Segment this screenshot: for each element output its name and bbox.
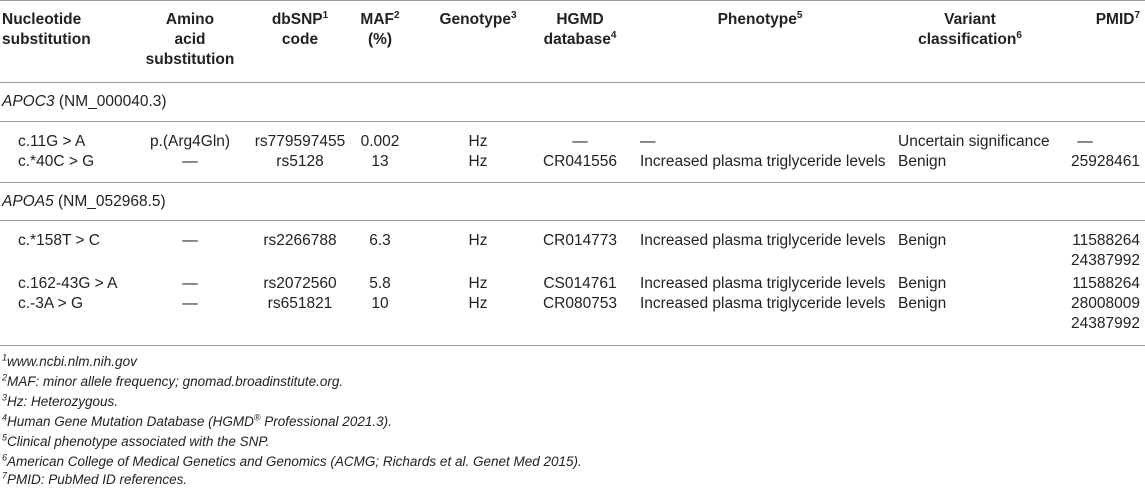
cell-pmid-secondary: 24387992	[1071, 315, 1140, 332]
cell-classification: Benign	[898, 275, 947, 292]
cell-phenotype: Increased plasma triglyceride levels	[640, 232, 886, 249]
header-hgmd: HGMD database$^4$	[543, 11, 617, 48]
cell-hgmd: CR014773	[542, 232, 618, 249]
header-rule	[0, 82, 1145, 83]
cell-pmid: 25928461	[1071, 153, 1140, 170]
cell-pmid: —	[1077, 133, 1093, 150]
gene-heading-apoc3: APOC3 (NM_000040.3)	[2, 93, 167, 110]
cell-classification: Uncertain significance	[898, 133, 1050, 150]
cell-genotype: Hz	[468, 133, 488, 150]
footnote: $^6$American College of Medical Genetics and Genomics (ACMG; Richards et al. Genet Med 2015).	[2, 452, 582, 469]
cell-maf: 5.8	[369, 275, 391, 292]
group-rule	[0, 182, 1145, 183]
cell-hgmd: CR080753	[542, 295, 618, 312]
cell-hgmd: —	[572, 133, 588, 150]
cell-pmid-secondary: 24387992	[1071, 252, 1140, 269]
cell-phenotype: —	[640, 133, 656, 150]
cell-dbsnp: rs779597455	[254, 133, 346, 150]
cell-amino: —	[182, 232, 198, 249]
cell-nucleotide: c.162-43G > A	[18, 275, 118, 292]
cell-maf: 13	[371, 153, 389, 170]
cell-maf: 0.002	[360, 133, 400, 150]
cell-genotype: Hz	[468, 232, 488, 249]
cell-phenotype: Increased plasma triglyceride levels	[640, 275, 886, 292]
footnote: $^4$Human Gene Mutation Database (HGMD® Professional 2021.3).	[2, 412, 392, 429]
cell-hgmd: CR041556	[542, 153, 618, 170]
header-nucleotide: Nucleotide substitution	[2, 11, 91, 48]
cell-classification: Benign	[898, 295, 947, 312]
cell-maf: 6.3	[369, 232, 391, 249]
cell-maf: 10	[371, 295, 389, 312]
cell-nucleotide: c.11G > A	[18, 133, 86, 150]
cell-nucleotide: c.*40C > G	[18, 153, 95, 170]
footnote: $^2$MAF: minor allele frequency; gnomad.broadinstitute.org.	[2, 372, 344, 389]
header-phenotype: Phenotype$^5$	[717, 9, 803, 28]
footnote: $^5$Clinical phenotype associated with the SNP.	[2, 432, 270, 449]
cell-classification: Benign	[898, 153, 947, 170]
cell-phenotype: Increased plasma triglyceride levels	[640, 295, 886, 312]
cell-amino: —	[182, 295, 198, 312]
header-dbsnp: dbSNP$^1$ code	[271, 9, 329, 48]
cell-nucleotide: c.*158T > C	[18, 232, 100, 249]
cell-genotype: Hz	[468, 295, 488, 312]
cell-dbsnp: rs5128	[276, 153, 324, 170]
cell-genotype: Hz	[468, 275, 488, 292]
cell-phenotype: Increased plasma triglyceride levels	[640, 153, 886, 170]
table-top-rule	[0, 0, 1145, 1]
table-bottom-rule	[0, 345, 1145, 346]
cell-amino: p.(Arg4Gln)	[149, 133, 231, 150]
cell-nucleotide: c.-3A > G	[18, 295, 84, 312]
footnote: $^3$Hz: Heterozygous.	[2, 392, 119, 409]
footnote: $^7$PMID: PubMed ID references.	[2, 470, 188, 487]
header-genotype: Genotype$^3$	[439, 9, 517, 28]
group-rule	[0, 220, 1145, 221]
header-amino-acid: Amino acid substitution	[145, 11, 235, 68]
cell-classification: Benign	[898, 232, 947, 249]
cell-dbsnp: rs651821	[267, 295, 333, 312]
footnote: $^1$www.ncbi.nlm.nih.gov	[2, 352, 137, 369]
cell-amino: —	[182, 275, 198, 292]
cell-dbsnp: rs2072560	[263, 275, 337, 292]
header-pmid: PMID$^7$	[1095, 9, 1140, 28]
cell-genotype: Hz	[468, 153, 488, 170]
cell-hgmd: CS014761	[543, 275, 617, 292]
group-rule	[0, 121, 1145, 122]
cell-dbsnp: rs2266788	[263, 232, 337, 249]
cell-amino: —	[182, 153, 198, 170]
cell-pmid: 28008009	[1071, 295, 1140, 312]
header-maf: MAF$^2$ (%)	[360, 9, 400, 48]
cell-pmid: 11588264	[1072, 232, 1140, 249]
cell-pmid: 11588264	[1072, 275, 1140, 292]
header-variant-classification: Variant classification$^6$	[918, 11, 1022, 48]
gene-heading-apoa5: APOA5 (NM_052968.5)	[2, 193, 166, 210]
